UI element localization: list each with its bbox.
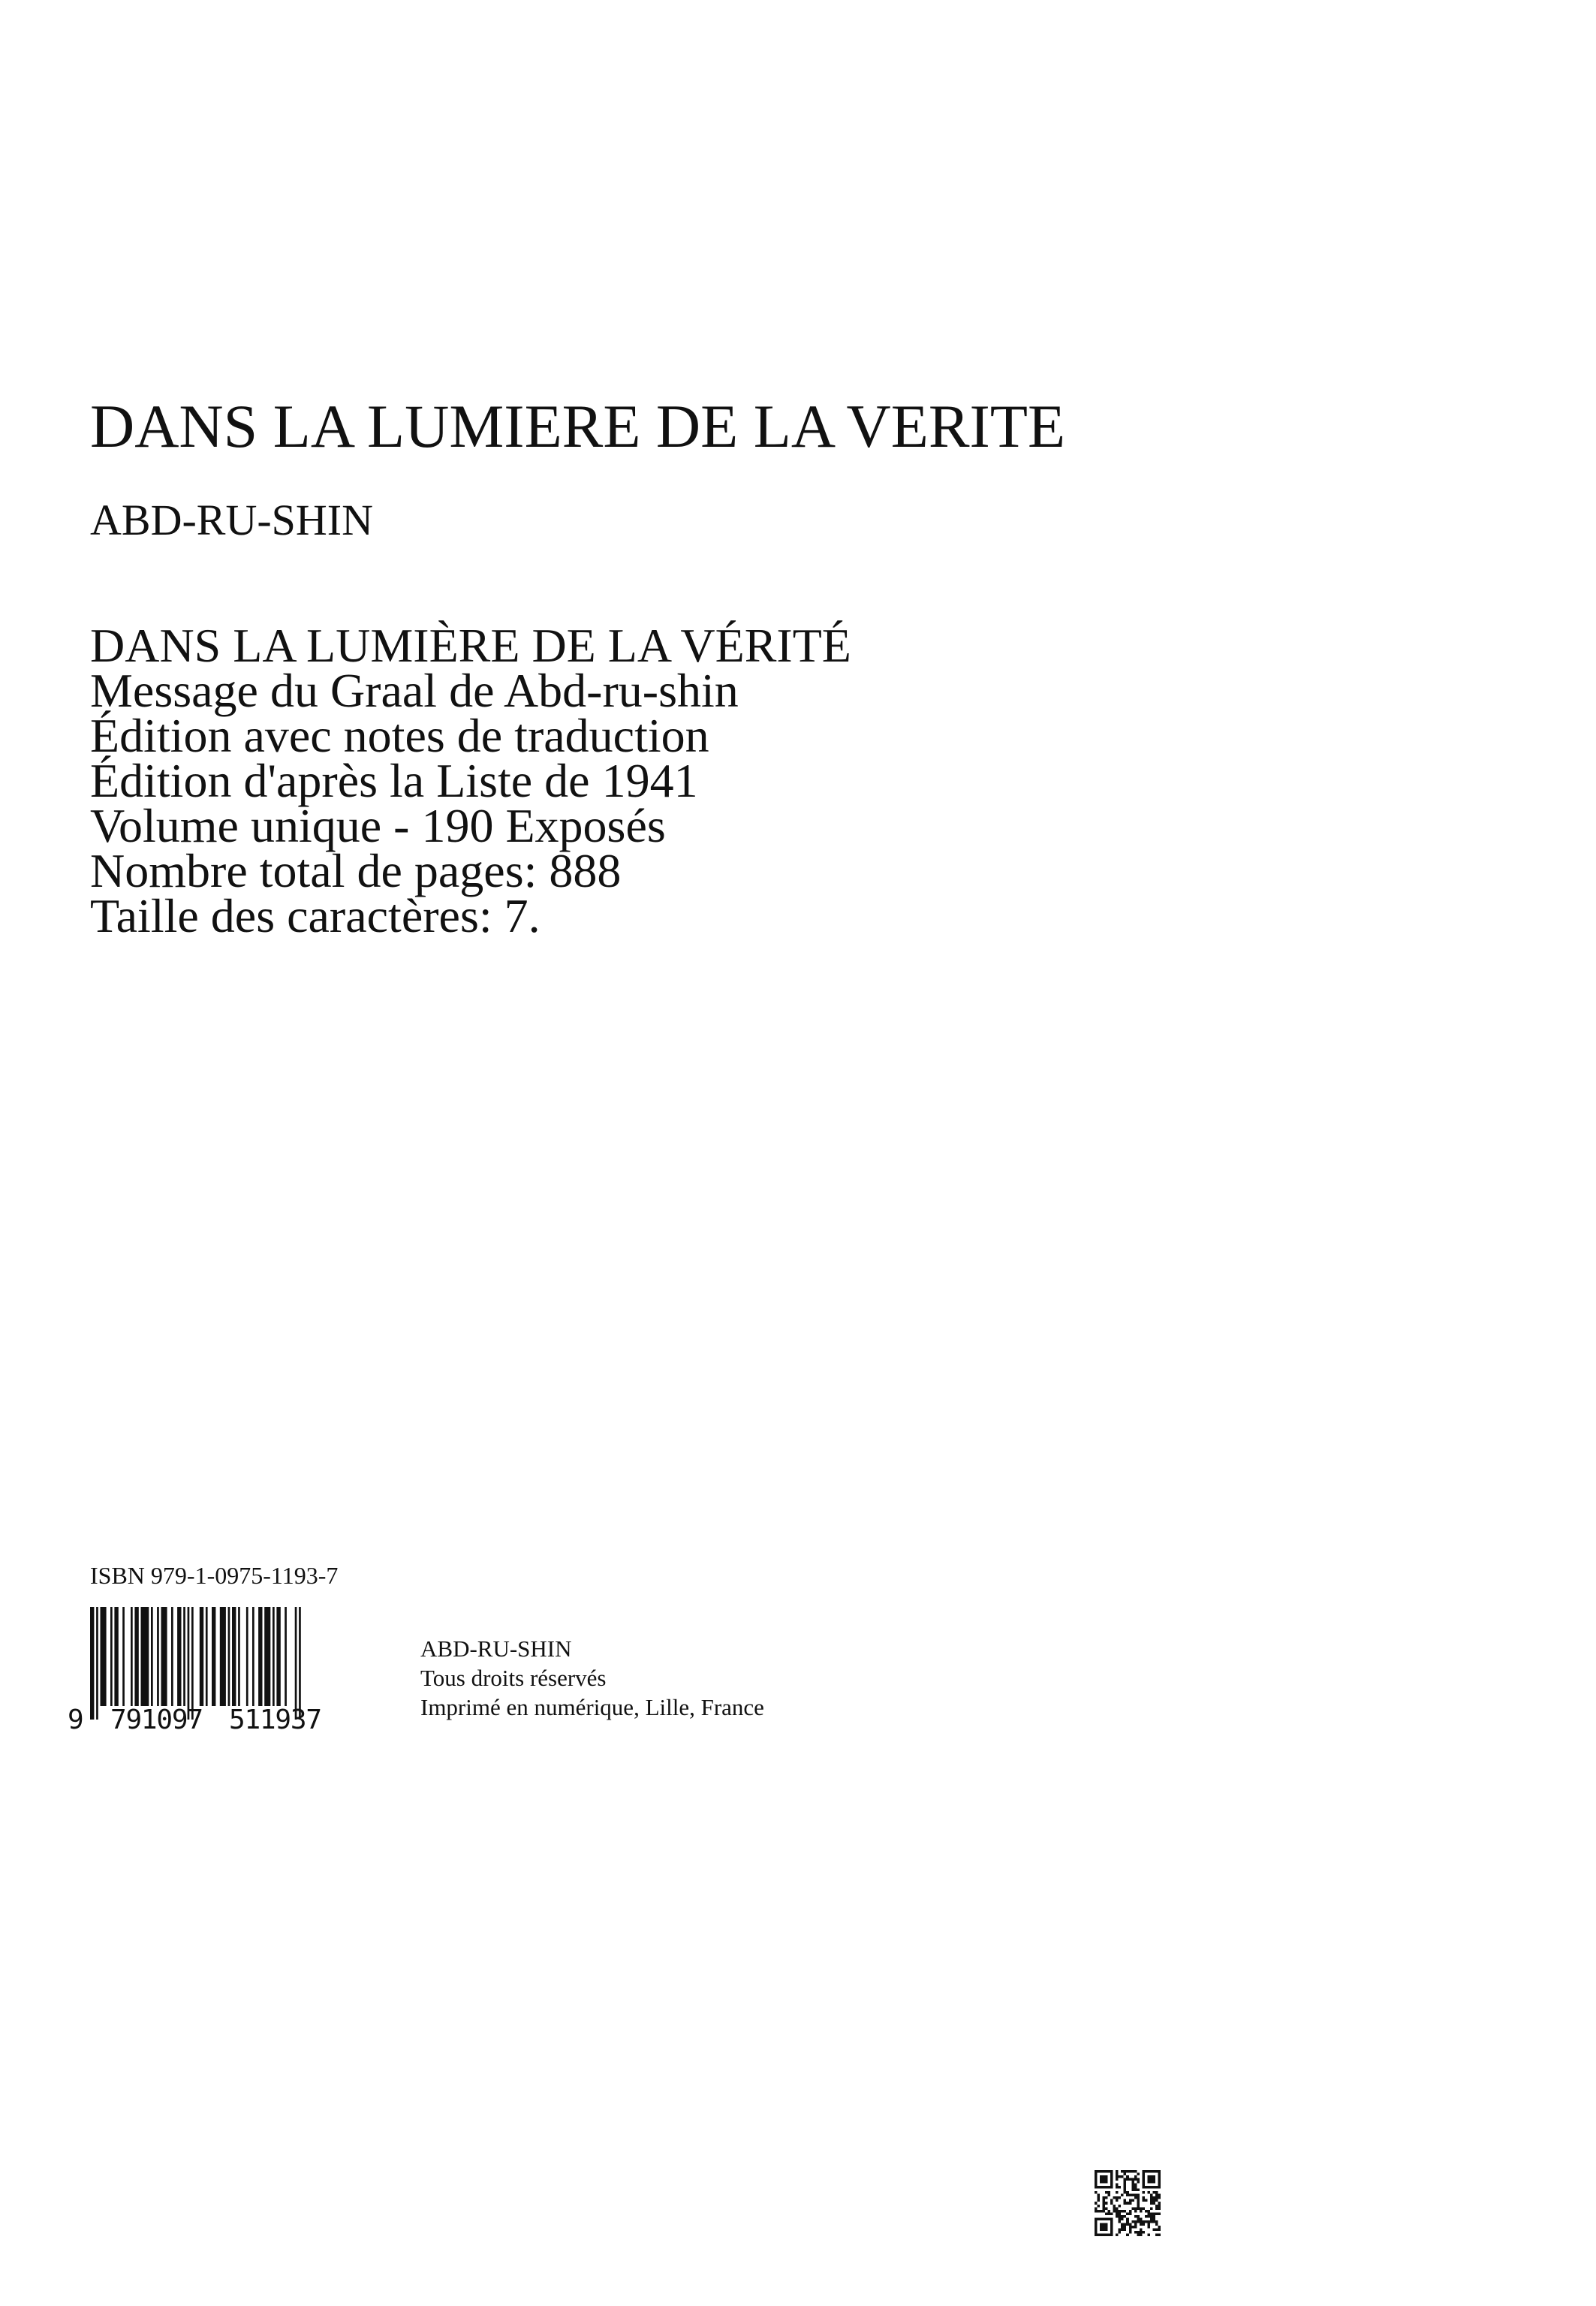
detail-line: Édition avec notes de traduction (90, 709, 709, 762)
detail-line: DANS LA LUMIÈRE DE LA VÉRITÉ (90, 619, 851, 672)
barcode-bar (134, 1607, 138, 1706)
barcode-digit-first: 9 (68, 1705, 84, 1735)
barcode-bar (122, 1607, 125, 1706)
book-title: DANS LA LUMIERE DE LA VERITE (90, 392, 1066, 460)
barcode-bar (141, 1607, 149, 1706)
barcode-bar (295, 1607, 297, 1720)
barcode-bar (114, 1607, 118, 1706)
barcode-bar (206, 1607, 208, 1706)
barcode-bar (299, 1607, 301, 1720)
detail-line: Édition d'après la Liste de 1941 (90, 754, 698, 807)
author-name: ABD-RU-SHIN (90, 496, 373, 544)
barcode-bar (273, 1607, 275, 1706)
barcode-digits-right: 511937 (229, 1705, 322, 1735)
imprint-block (420, 1634, 764, 1722)
barcode-bar (131, 1607, 133, 1706)
barcode-bar (191, 1607, 194, 1720)
barcode-bar (238, 1607, 240, 1706)
isbn-label: ISBN 979-1-0975-1193-7 (90, 1562, 339, 1589)
detail-line: Volume unique - 190 Exposés (90, 799, 666, 852)
barcode-digits-left: 791097 (110, 1705, 203, 1735)
barcode-bar (200, 1607, 203, 1706)
barcode-bar (151, 1607, 153, 1706)
barcode-bar (177, 1607, 181, 1706)
barcode-bar (228, 1607, 230, 1706)
barcode-bar (183, 1607, 185, 1706)
barcode-bar (90, 1607, 94, 1720)
barcode-bar (252, 1607, 254, 1706)
barcode-bar (188, 1607, 190, 1720)
barcode-bar (276, 1607, 280, 1706)
barcode-bar (96, 1607, 98, 1720)
barcode-bar (101, 1607, 107, 1706)
imprint-author: ABD-RU-SHIN (420, 1635, 572, 1662)
imprint-printer: Imprimé en numérique, Lille, France (420, 1694, 764, 1720)
barcode-bar (220, 1607, 226, 1706)
barcode-bar (232, 1607, 236, 1706)
barcode-bar (258, 1607, 262, 1706)
barcode-bar (171, 1607, 173, 1706)
qr-code-icon (1095, 2170, 1161, 2236)
barcode-bar (285, 1607, 287, 1706)
imprint-rights: Tous droits réservés (420, 1665, 607, 1691)
barcode-bar (110, 1607, 113, 1706)
barcode-bar (157, 1607, 159, 1706)
barcode-bar (161, 1607, 167, 1706)
barcode-bar (246, 1607, 248, 1706)
detail-line: Message du Graal de Abd-ru-shin (90, 664, 739, 717)
detail-line: Nombre total de pages: 888 (90, 844, 622, 897)
detail-line: Taille des caractères: 7. (90, 889, 541, 942)
barcode-icon (60, 1599, 375, 1735)
edition-details (90, 619, 851, 942)
barcode-bar (212, 1607, 215, 1706)
barcode-bar (264, 1607, 270, 1706)
